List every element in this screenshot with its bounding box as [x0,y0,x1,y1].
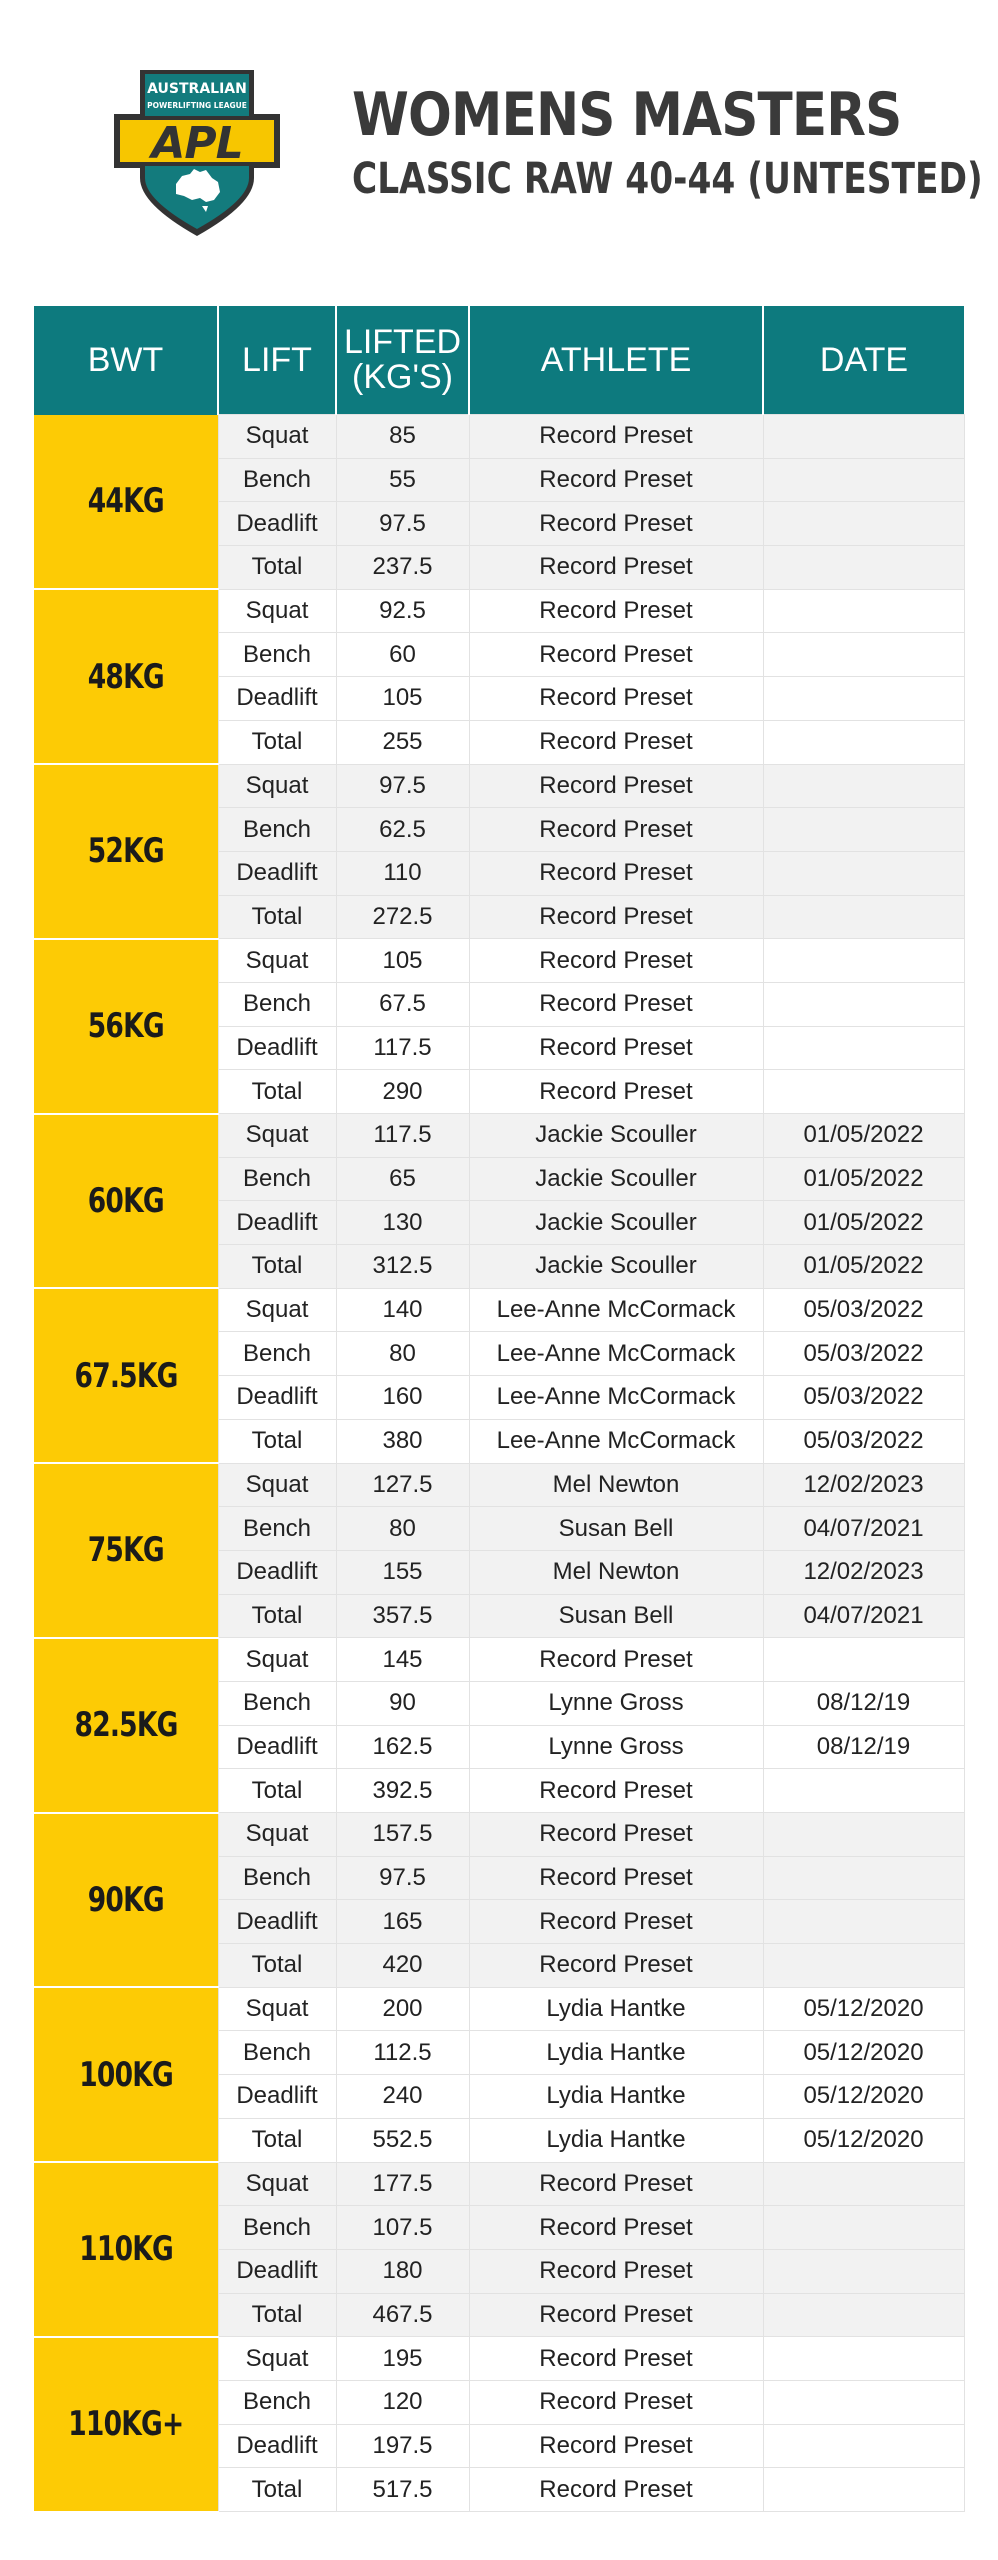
lift-cell: Deadlift [218,1026,336,1070]
column-header-lifted [336,306,469,415]
athlete-cell: Record Preset [469,851,763,895]
date-cell: 05/12/2020 [763,2118,964,2162]
date-cell: 05/03/2022 [763,1376,964,1420]
lift-cell: Squat [218,1114,336,1158]
athlete-cell: Jackie Scouller [469,1114,763,1158]
lifted-kg-cell: 255 [336,720,469,764]
lifted-kg-cell: 197.5 [336,2424,469,2468]
logo-line1: AUSTRALIAN [147,81,247,97]
date-cell [763,2162,964,2206]
column-header-bwt: BWT [34,306,218,415]
date-cell: 04/07/2021 [763,1594,964,1638]
table-row [34,764,964,808]
lift-cell: Deadlift [218,677,336,721]
date-cell [763,2380,964,2424]
athlete-cell: Lee-Anne McCormack [469,1376,763,1420]
weight-class-label: 60KG [87,1180,164,1221]
athlete-cell: Susan Bell [469,1594,763,1638]
table-row [34,589,964,633]
athlete-cell: Record Preset [469,677,763,721]
athlete-cell: Record Preset [469,982,763,1026]
weight-class-cell [34,415,218,590]
lifted-kg-cell: 80 [336,1507,469,1551]
date-cell [763,502,964,546]
weight-class-label: 100KG [78,2054,173,2095]
logo-mark: APL [151,118,243,169]
athlete-cell: Record Preset [469,1856,763,1900]
lift-cell: Deadlift [218,851,336,895]
date-cell: 05/03/2022 [763,1332,964,1376]
lifted-kg-cell: 120 [336,2380,469,2424]
date-cell: 08/12/19 [763,1725,964,1769]
athlete-cell: Record Preset [469,1813,763,1857]
column-header-lift: LIFT [218,306,336,415]
athlete-cell: Record Preset [469,764,763,808]
date-cell: 05/12/2020 [763,2075,964,2119]
athlete-cell: Record Preset [469,2424,763,2468]
lift-cell: Bench [218,1507,336,1551]
table-row [34,2337,964,2381]
athlete-cell: Jackie Scouller [469,1157,763,1201]
date-cell [763,1638,964,1682]
weight-class-label: 110KG+ [68,2404,184,2445]
lift-cell: Deadlift [218,2249,336,2293]
date-cell [763,1856,964,1900]
date-cell [763,764,964,808]
date-cell [763,589,964,633]
date-cell [763,1070,964,1114]
athlete-cell: Record Preset [469,589,763,633]
date-cell: 12/02/2023 [763,1550,964,1594]
lift-cell: Total [218,546,336,590]
lifted-kg-cell: 92.5 [336,589,469,633]
lift-cell: Bench [218,633,336,677]
date-cell: 01/05/2022 [763,1114,964,1158]
athlete-cell: Jackie Scouller [469,1245,763,1289]
athlete-cell: Lydia Hantke [469,2118,763,2162]
athlete-cell: Record Preset [469,2337,763,2381]
lift-cell: Bench [218,458,336,502]
date-cell: 05/03/2022 [763,1288,964,1332]
athlete-cell: Lynne Gross [469,1725,763,1769]
athlete-cell: Jackie Scouller [469,1201,763,1245]
date-cell [763,939,964,983]
weight-class-cell [34,1114,218,1289]
date-cell [763,633,964,677]
lift-cell: Squat [218,1987,336,2031]
lifted-kg-cell: 140 [336,1288,469,1332]
lifted-kg-cell: 55 [336,458,469,502]
column-header-date: DATE [763,306,964,415]
lifted-kg-cell: 62.5 [336,808,469,852]
date-cell [763,895,964,939]
athlete-cell: Record Preset [469,2380,763,2424]
lift-cell: Squat [218,939,336,983]
column-header-athlete: ATHLETE [469,306,763,415]
athlete-cell: Record Preset [469,808,763,852]
lift-cell: Bench [218,1157,336,1201]
lifted-kg-cell: 165 [336,1900,469,1944]
lifted-kg-cell: 65 [336,1157,469,1201]
date-cell [763,1944,964,1988]
lifted-kg-cell: 85 [336,415,469,459]
lifted-kg-cell: 177.5 [336,2162,469,2206]
athlete-cell: Lee-Anne McCormack [469,1419,763,1463]
lift-cell: Deadlift [218,2075,336,2119]
weight-class-label: 75KG [87,1530,164,1571]
athlete-cell: Record Preset [469,1769,763,1813]
weight-class-label: 56KG [87,1006,164,1047]
weight-class-cell [34,1638,218,1813]
page-header [0,0,998,300]
athlete-cell: Mel Newton [469,1550,763,1594]
column-header-lifted-line2: (KG'S) [352,358,453,396]
date-cell [763,808,964,852]
lifted-kg-cell: 130 [336,1201,469,1245]
lift-cell: Total [218,1594,336,1638]
date-cell [763,2249,964,2293]
lift-cell: Deadlift [218,2424,336,2468]
date-cell [763,677,964,721]
lifted-kg-cell: 145 [336,1638,469,1682]
lift-cell: Total [218,2118,336,2162]
lift-cell: Bench [218,1856,336,1900]
lift-cell: Squat [218,1638,336,1682]
lifted-kg-cell: 97.5 [336,1856,469,1900]
lifted-kg-cell: 67.5 [336,982,469,1026]
lift-cell: Total [218,1245,336,1289]
date-cell [763,458,964,502]
lifted-kg-cell: 162.5 [336,1725,469,1769]
lifted-kg-cell: 80 [336,1332,469,1376]
athlete-cell: Lynne Gross [469,1681,763,1725]
lifted-kg-cell: 117.5 [336,1114,469,1158]
lift-cell: Deadlift [218,502,336,546]
lift-cell: Squat [218,1288,336,1332]
lift-cell: Deadlift [218,1725,336,1769]
date-cell: 01/05/2022 [763,1157,964,1201]
athlete-cell: Lee-Anne McCormack [469,1288,763,1332]
weight-class-cell [34,1813,218,1988]
page-title: WOMENS MASTERS [352,80,902,150]
lift-cell: Total [218,1419,336,1463]
lifted-kg-cell: 110 [336,851,469,895]
weight-class-cell [34,2162,218,2337]
lift-cell: Squat [218,2337,336,2381]
athlete-cell: Record Preset [469,2162,763,2206]
date-cell [763,1026,964,1070]
lifted-kg-cell: 357.5 [336,1594,469,1638]
lifted-kg-cell: 392.5 [336,1769,469,1813]
athlete-cell: Record Preset [469,546,763,590]
weight-class-label: 82.5KG [74,1705,178,1746]
lifted-kg-cell: 237.5 [336,546,469,590]
athlete-cell: Record Preset [469,458,763,502]
lifted-kg-cell: 272.5 [336,895,469,939]
weight-class-label: 90KG [87,1879,164,1920]
lift-cell: Squat [218,415,336,459]
lift-cell: Total [218,1944,336,1988]
lift-cell: Bench [218,1681,336,1725]
table-row [34,1638,964,1682]
athlete-cell: Lydia Hantke [469,2031,763,2075]
date-cell [763,415,964,459]
lift-cell: Squat [218,1463,336,1507]
lifted-kg-cell: 112.5 [336,2031,469,2075]
table-row [34,939,964,983]
athlete-cell: Record Preset [469,633,763,677]
lift-cell: Bench [218,1332,336,1376]
date-cell: 05/03/2022 [763,1419,964,1463]
lifted-kg-cell: 200 [336,1987,469,2031]
athlete-cell: Record Preset [469,720,763,764]
lift-cell: Deadlift [218,1550,336,1594]
date-cell: 12/02/2023 [763,1463,964,1507]
date-cell [763,2337,964,2381]
athlete-cell: Record Preset [469,1900,763,1944]
table-row [34,1813,964,1857]
lifted-kg-cell: 117.5 [336,1026,469,1070]
weight-class-cell [34,1463,218,1638]
weight-class-label: 110KG [78,2229,173,2270]
lift-cell: Deadlift [218,1376,336,1420]
lifted-kg-cell: 97.5 [336,502,469,546]
lift-cell: Total [218,720,336,764]
weight-class-cell [34,1288,218,1463]
date-cell: 04/07/2021 [763,1507,964,1551]
athlete-cell: Record Preset [469,502,763,546]
page-subtitle: CLASSIC RAW 40-44 (UNTESTED) [352,154,983,204]
lifted-kg-cell: 107.5 [336,2206,469,2250]
lift-cell: Squat [218,589,336,633]
date-cell [763,2424,964,2468]
date-cell [763,720,964,764]
lifted-kg-cell: 240 [336,2075,469,2119]
lift-cell: Bench [218,808,336,852]
athlete-cell: Susan Bell [469,1507,763,1551]
weight-class-cell [34,2337,218,2512]
date-cell [763,982,964,1026]
lifted-kg-cell: 157.5 [336,1813,469,1857]
weight-class-label: 67.5KG [74,1355,178,1396]
table-row [34,1114,964,1158]
lift-cell: Squat [218,764,336,808]
table-header-row [34,306,964,415]
lifted-kg-cell: 105 [336,939,469,983]
lifted-kg-cell: 552.5 [336,2118,469,2162]
lift-cell: Bench [218,982,336,1026]
table-row [34,1288,964,1332]
date-cell [763,1769,964,1813]
date-cell [763,1900,964,1944]
athlete-cell: Lee-Anne McCormack [469,1332,763,1376]
athlete-cell: Record Preset [469,1944,763,1988]
weight-class-cell [34,589,218,764]
lift-cell: Total [218,2468,336,2512]
weight-class-cell [34,939,218,1114]
table-row [34,1987,964,2031]
table-row [34,2162,964,2206]
lifted-kg-cell: 155 [336,1550,469,1594]
lifted-kg-cell: 467.5 [336,2293,469,2337]
lift-cell: Squat [218,2162,336,2206]
date-cell [763,2468,964,2512]
athlete-cell: Record Preset [469,415,763,459]
date-cell: 08/12/19 [763,1681,964,1725]
weight-class-cell [34,764,218,939]
lifted-kg-cell: 160 [336,1376,469,1420]
lifted-kg-cell: 517.5 [336,2468,469,2512]
lift-cell: Total [218,1070,336,1114]
table-body [34,415,964,2512]
lifted-kg-cell: 380 [336,1419,469,1463]
lifted-kg-cell: 90 [336,1681,469,1725]
table-row [34,1463,964,1507]
weight-class-label: 52KG [87,831,164,872]
lift-cell: Bench [218,2380,336,2424]
date-cell [763,1813,964,1857]
lifted-kg-cell: 180 [336,2249,469,2293]
date-cell: 05/12/2020 [763,1987,964,2031]
athlete-cell: Record Preset [469,939,763,983]
date-cell: 01/05/2022 [763,1201,964,1245]
date-cell [763,851,964,895]
lifted-kg-cell: 60 [336,633,469,677]
weight-class-label: 44KG [87,481,164,522]
date-cell [763,546,964,590]
lifted-kg-cell: 97.5 [336,764,469,808]
weight-class-cell [34,1987,218,2162]
records-table [34,306,965,2513]
athlete-cell: Mel Newton [469,1463,763,1507]
athlete-cell: Record Preset [469,2249,763,2293]
date-cell: 05/12/2020 [763,2031,964,2075]
lifted-kg-cell: 420 [336,1944,469,1988]
athlete-cell: Record Preset [469,2293,763,2337]
athlete-cell: Record Preset [469,2206,763,2250]
lift-cell: Bench [218,2206,336,2250]
athlete-cell: Record Preset [469,1026,763,1070]
lift-cell: Total [218,895,336,939]
athlete-cell: Record Preset [469,2468,763,2512]
lift-cell: Deadlift [218,1201,336,1245]
table-row [34,415,964,459]
weight-class-label: 48KG [87,656,164,697]
athlete-cell: Record Preset [469,1638,763,1682]
date-cell [763,2206,964,2250]
athlete-cell: Lydia Hantke [469,1987,763,2031]
athlete-cell: Record Preset [469,895,763,939]
date-cell: 01/05/2022 [763,1245,964,1289]
lifted-kg-cell: 312.5 [336,1245,469,1289]
apl-logo [112,66,282,238]
lift-cell: Total [218,1769,336,1813]
lifted-kg-cell: 127.5 [336,1463,469,1507]
athlete-cell: Record Preset [469,1070,763,1114]
athlete-cell: Lydia Hantke [469,2075,763,2119]
lift-cell: Deadlift [218,1900,336,1944]
lift-cell: Bench [218,2031,336,2075]
column-header-lifted-line1: LIFTED [343,323,462,362]
lift-cell: Squat [218,1813,336,1857]
lifted-kg-cell: 105 [336,677,469,721]
lift-cell: Total [218,2293,336,2337]
lifted-kg-cell: 290 [336,1070,469,1114]
logo-line2: POWERLIFTING LEAGUE [147,101,247,110]
date-cell [763,2293,964,2337]
lifted-kg-cell: 195 [336,2337,469,2381]
